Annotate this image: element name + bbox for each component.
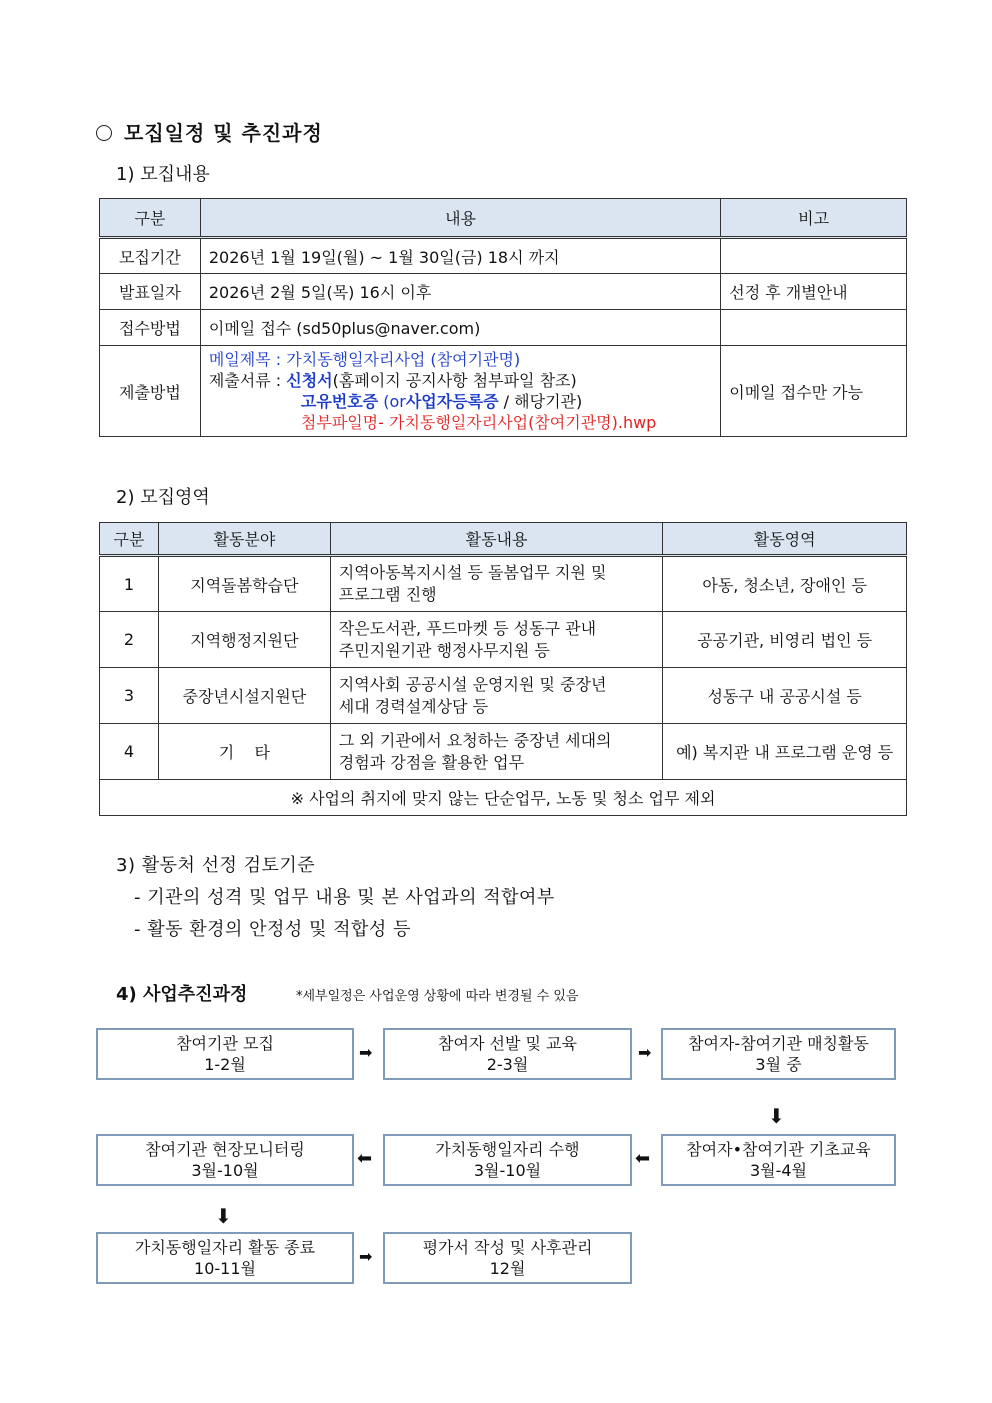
table-row bbox=[100, 238, 907, 274]
row-field: 기 타 bbox=[158, 724, 330, 780]
submit-content bbox=[200, 346, 720, 437]
step-name: 참여자 선발 및 교육 bbox=[438, 1034, 577, 1053]
header-cell: 구분 bbox=[100, 199, 201, 238]
process-step-box bbox=[383, 1134, 632, 1186]
header-cell: 활동영역 bbox=[663, 523, 907, 556]
header-cell: 활동내용 bbox=[330, 523, 663, 556]
row-note: 이메일 접수만 가능 bbox=[721, 346, 907, 437]
section-title bbox=[96, 117, 323, 146]
docs-mid: (or bbox=[378, 392, 406, 411]
section-title-text: 모집일정 및 추진과정 bbox=[124, 121, 323, 145]
step-period: 12월 bbox=[489, 1259, 526, 1278]
sub3-title: 3) 활동처 선정 검토기준 bbox=[116, 855, 316, 876]
process-step-box bbox=[661, 1134, 896, 1186]
desc-line: 지역사회 공공시설 운영지원 및 중장년 bbox=[338, 674, 607, 694]
desc-line: 주민지원기관 행정사무지원 등 bbox=[338, 640, 550, 660]
arrow-left-icon: ⬅ bbox=[357, 1148, 373, 1169]
step-name: 참여자-참여기관 매칭활동 bbox=[688, 1034, 869, 1053]
table-footnote-row bbox=[100, 780, 907, 816]
arrow-right-icon: ➡ bbox=[359, 1043, 373, 1062]
row-area: 성동구 내 공공시설 등 bbox=[663, 668, 907, 724]
row-label: 발표일자 bbox=[100, 274, 201, 310]
desc-line: 프로그램 진행 bbox=[338, 585, 437, 604]
row-content: 2026년 2월 5일(목) 16시 이후 bbox=[200, 274, 720, 310]
header-cell: 활동분야 bbox=[158, 523, 330, 556]
row-area: 예) 복지관 내 프로그램 운영 등 bbox=[663, 724, 907, 780]
desc-line: 작은도서관, 푸드마켓 등 성동구 관내 bbox=[338, 618, 597, 638]
header-cell: 내용 bbox=[200, 199, 720, 238]
attach-name: 첨부파일명- 가치동행일자리사업(참여기관명).hwp bbox=[300, 413, 657, 432]
row-content: 이메일 접수 (sd50plus@naver.com) bbox=[200, 310, 720, 346]
docs-bold: 신청서 bbox=[286, 371, 333, 390]
docs-bold: 사업자등록증 bbox=[405, 392, 499, 411]
step-period: 3월-4월 bbox=[749, 1161, 808, 1180]
step-name: 평가서 작성 및 사후관리 bbox=[422, 1238, 593, 1257]
sub2-title: 2) 모집영역 bbox=[116, 487, 210, 508]
row-desc bbox=[330, 724, 663, 780]
row-field: 지역행정지원단 bbox=[158, 612, 330, 668]
row-label: 접수방법 bbox=[100, 310, 201, 346]
desc-line: 경험과 강점을 활용한 업무 bbox=[338, 752, 525, 772]
step-period: 1-2월 bbox=[204, 1055, 246, 1074]
step-name: 참여기관 모집 bbox=[176, 1034, 274, 1053]
step-period: 2-3월 bbox=[486, 1055, 529, 1074]
docs-bold: 고유번호증 bbox=[300, 392, 379, 411]
step-name: 가치동행일자리 수행 bbox=[435, 1140, 580, 1159]
docs-line bbox=[209, 370, 712, 391]
step-name: 참여자•참여기관 기초교육 bbox=[686, 1140, 871, 1159]
area-table bbox=[99, 522, 907, 816]
docs-rest: (홈페이지 공지사항 첨부파일 참조) bbox=[332, 371, 577, 390]
desc-line: 세대 경력설계상담 등 bbox=[338, 696, 489, 716]
header-cell: 비고 bbox=[721, 199, 907, 238]
process-step-box bbox=[383, 1232, 632, 1284]
table-row bbox=[100, 274, 907, 310]
row-no: 2 bbox=[100, 612, 159, 668]
desc-line: 그 외 기관에서 요청하는 중장년 세대의 bbox=[338, 730, 612, 750]
table-row bbox=[100, 556, 907, 612]
row-field: 중장년시설지원단 bbox=[158, 668, 330, 724]
row-content: 2026년 1월 19일(월) ~ 1월 30일(금) 18시 까지 bbox=[200, 238, 720, 274]
schedule-note: *세부일정은 사업운영 상황에 따라 변경될 수 있음 bbox=[296, 989, 579, 1004]
row-no: 3 bbox=[100, 668, 159, 724]
arrow-down-icon: ⬇ bbox=[768, 1104, 785, 1128]
header-cell: 구분 bbox=[100, 523, 159, 556]
row-note bbox=[721, 238, 907, 274]
sub1-title: 1) 모집내용 bbox=[116, 164, 210, 185]
step-name: 참여기관 현장모니터링 bbox=[145, 1140, 305, 1159]
arrow-right-icon: ➡ bbox=[638, 1043, 652, 1062]
process-step-box bbox=[96, 1028, 354, 1080]
table-row bbox=[100, 612, 907, 668]
arrow-left-icon: ⬅ bbox=[635, 1148, 651, 1169]
criteria-item: - 기관의 성격 및 업무 내용 및 본 사업과의 적합여부 bbox=[134, 887, 555, 908]
row-area: 아동, 청소년, 장애인 등 bbox=[663, 556, 907, 612]
desc-line: 지역아동복지시설 등 돌봄업무 지원 및 bbox=[338, 563, 607, 582]
recruit-table bbox=[99, 198, 907, 437]
row-desc bbox=[330, 668, 663, 724]
process-step-box bbox=[96, 1134, 354, 1186]
step-period: 3월 중 bbox=[755, 1055, 802, 1074]
process-step-box bbox=[383, 1028, 632, 1080]
row-desc bbox=[330, 556, 663, 612]
table-row bbox=[100, 346, 907, 437]
step-period: 3월-10월 bbox=[473, 1161, 542, 1180]
table-row bbox=[100, 724, 907, 780]
table-footnote: ※ 사업의 취지에 맞지 않는 단순업무, 노동 및 청소 업무 제외 bbox=[100, 780, 907, 816]
row-desc bbox=[330, 612, 663, 668]
process-step-box bbox=[661, 1028, 896, 1080]
row-no: 1 bbox=[100, 556, 159, 612]
docs-rest: / 해당기관) bbox=[498, 392, 583, 411]
row-label: 제출방법 bbox=[100, 346, 201, 437]
criteria-item: - 활동 환경의 안정성 및 적합성 등 bbox=[134, 919, 411, 940]
process-step-box bbox=[96, 1232, 354, 1284]
row-note: 선정 후 개별안내 bbox=[721, 274, 907, 310]
mail-subject: 메일제목 : 가치동행일자리사업 (참여기관명) bbox=[208, 350, 521, 369]
step-period: 3월-10월 bbox=[191, 1161, 259, 1180]
row-no: 4 bbox=[100, 724, 159, 780]
sub4-title: 4) 사업추진과정 bbox=[116, 984, 248, 1005]
docs-prefix: 제출서류 : bbox=[208, 371, 287, 390]
row-label: 모집기간 bbox=[100, 238, 201, 274]
table-row bbox=[100, 310, 907, 346]
circle-bullet-icon bbox=[96, 125, 112, 141]
step-name: 가치동행일자리 활동 종료 bbox=[134, 1238, 316, 1257]
docs-line-2 bbox=[209, 391, 712, 412]
row-area: 공공기관, 비영리 법인 등 bbox=[663, 612, 907, 668]
row-field: 지역돌봄학습단 bbox=[158, 556, 330, 612]
step-period: 10-11월 bbox=[194, 1259, 256, 1278]
table-row bbox=[100, 668, 907, 724]
row-note bbox=[721, 310, 907, 346]
arrow-right-icon: ➡ bbox=[359, 1247, 373, 1266]
arrow-down-icon: ⬇ bbox=[215, 1204, 232, 1228]
